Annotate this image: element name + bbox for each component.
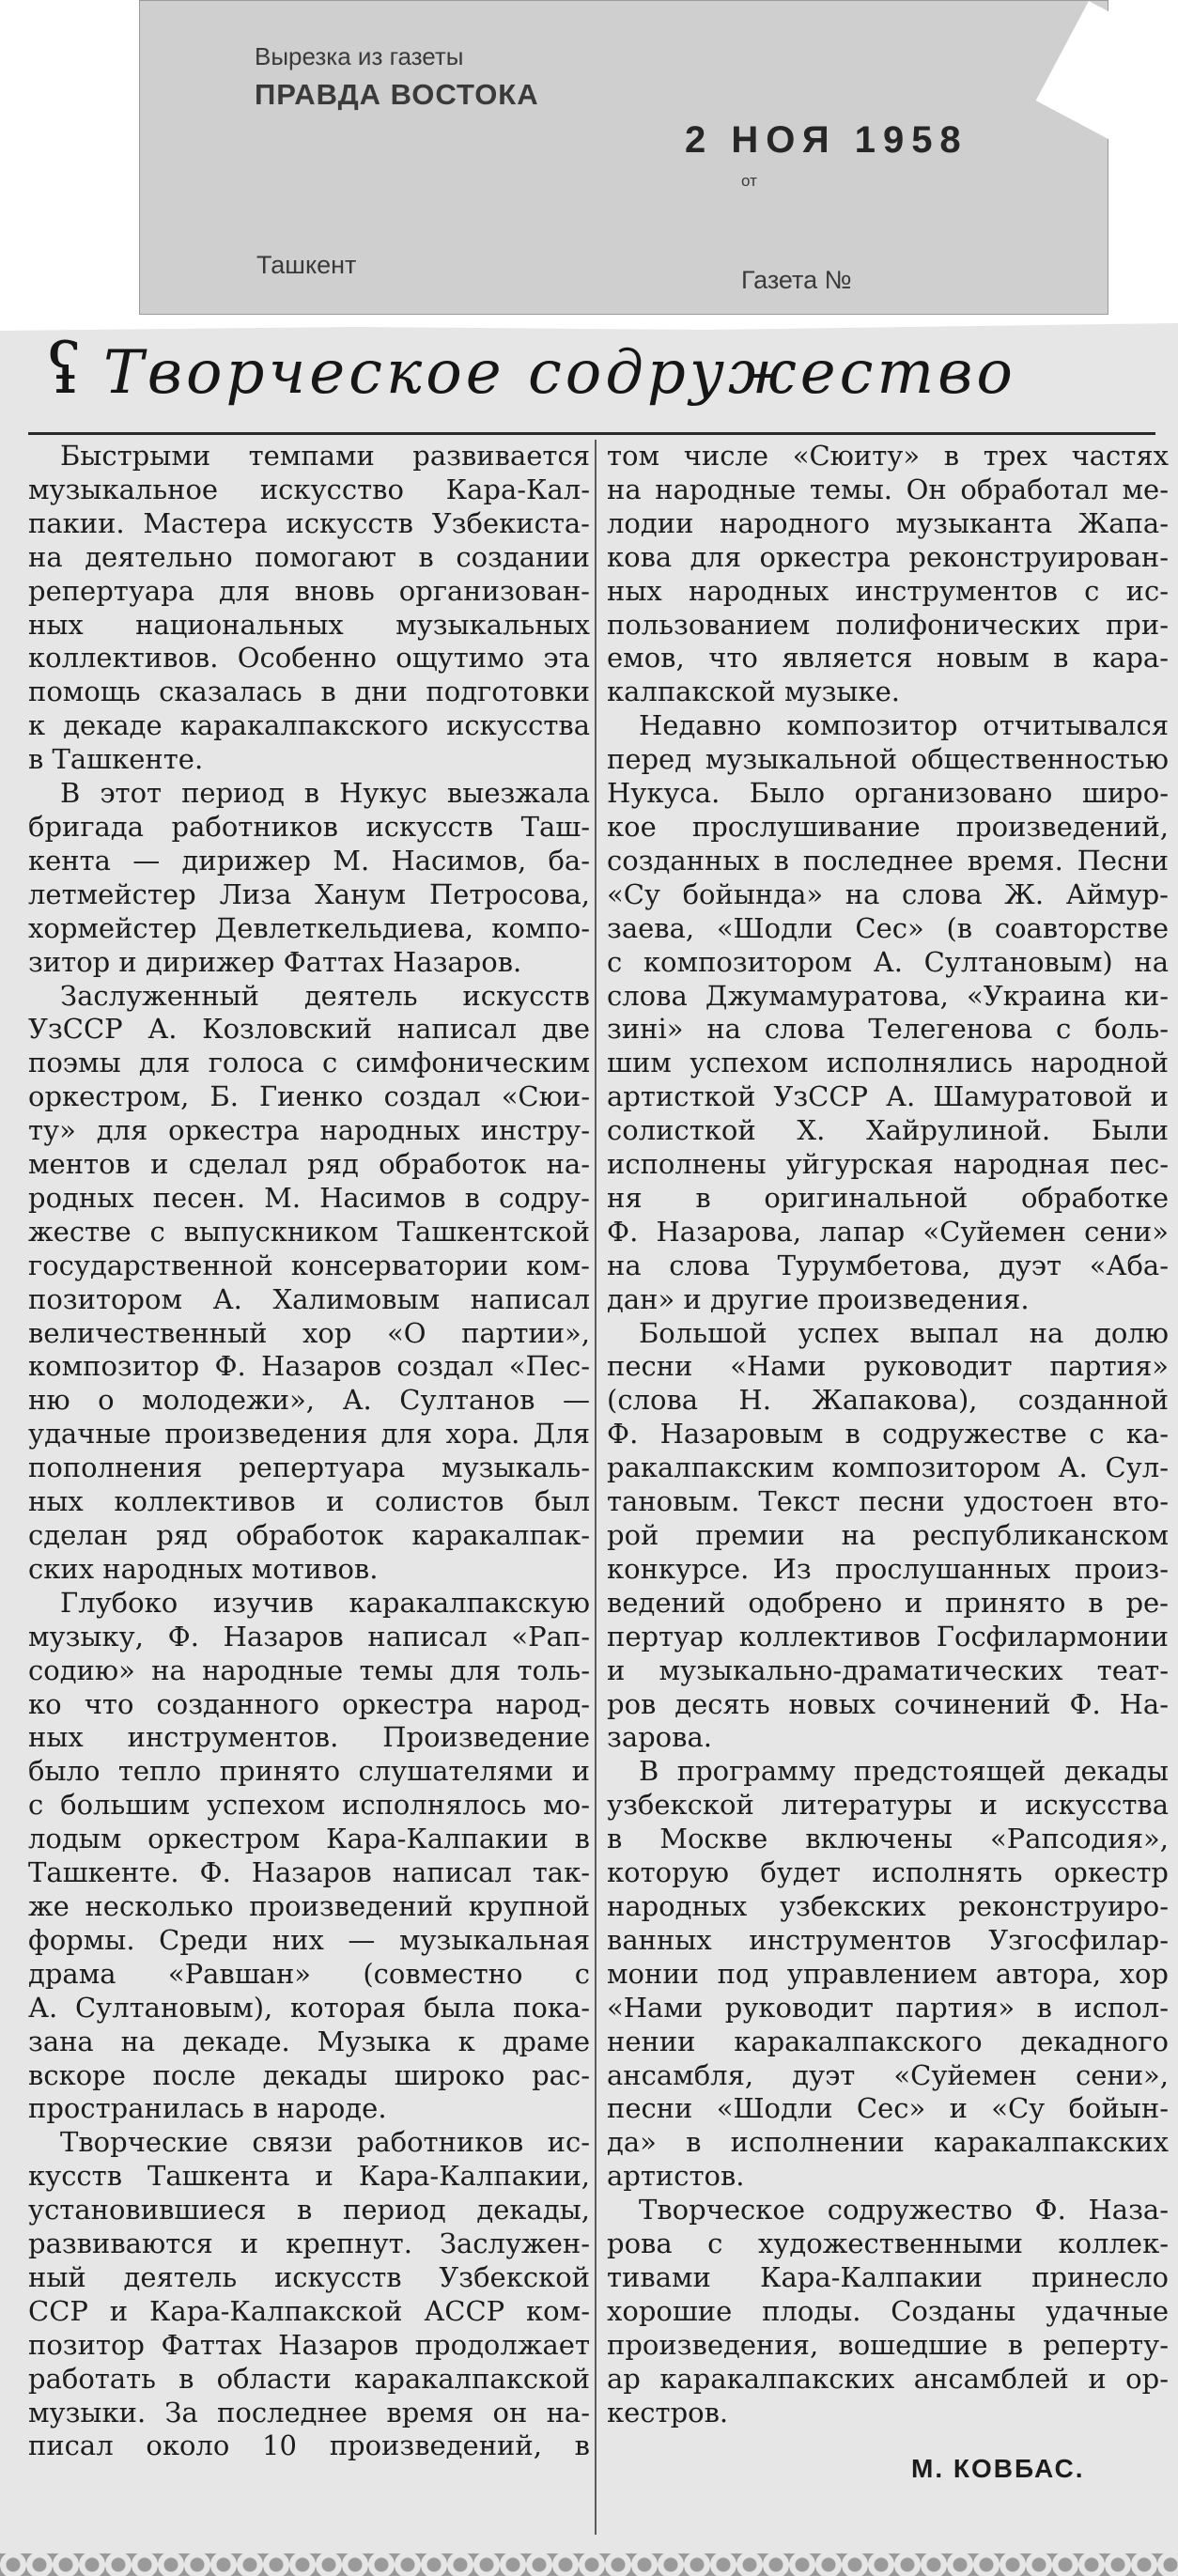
article-line: помощь сказалась в дни подготовки [28, 675, 590, 708]
article-line: формы. Среди них — музыкальная [28, 1923, 590, 1956]
article-line: шим успехом исполнялись народной [607, 1047, 1169, 1079]
article-line: произведения, вошедшие в реперту- [607, 2328, 1169, 2361]
article-line: позитор Фаттах Назаров продолжает [28, 2328, 590, 2361]
article-line: дан» и другие произведения. [607, 1282, 1030, 1315]
clipping-label: Вырезка из газеты [255, 42, 464, 70]
article-line: репертуара для вновь организован- [28, 574, 590, 607]
headline-ornament-icon: ʢ [45, 329, 83, 410]
column-divider [595, 440, 597, 2535]
date-stamp: 2 НОЯ 1958 [685, 119, 969, 161]
article-line: Творческие связи работников ис- [60, 2126, 590, 2159]
article-line: ту» для оркестра народных инстру- [28, 1114, 590, 1147]
article-line: коллективов. Особенно ощутимо эта [28, 642, 590, 675]
article-author: М. КОВБАС. [911, 2454, 1085, 2483]
article-line: на деятельно помогают в создании [28, 540, 590, 573]
article-line: музыки. За последнее время он на- [28, 2396, 590, 2429]
article-line: ров десять новых сочинений Ф. На- [607, 1687, 1169, 1720]
article-line: узбекской литературы и искусства [607, 1789, 1169, 1822]
article-line: кова для оркестра реконструирован- [607, 540, 1169, 573]
article-line: «Су бойында» на слова Ж. Аймур- [607, 877, 1169, 910]
article-line: Большой успех выпал на долю [639, 1316, 1169, 1349]
article-line: ведений одобрено и принято в ре- [607, 1586, 1169, 1619]
article-column-left [28, 440, 590, 2463]
newspaper-clipping [0, 321, 1178, 2576]
article-line: с композитором А. Султановым) на [607, 945, 1169, 978]
article-line: на слова Турумбетова, дуэт «Аба- [607, 1249, 1169, 1281]
article-line: ных коллективов и солистов был [28, 1485, 590, 1518]
from-label: от [741, 172, 757, 190]
article-line: (слова Н. Жапакова), созданной [607, 1384, 1169, 1417]
article-line: летмейстер Лиза Ханум Петросова, [28, 877, 590, 910]
article-line: тановым. Текст песни удостоен вто- [607, 1485, 1169, 1518]
article-line: да» в исполнении каракалпакских [607, 2126, 1169, 2159]
article-line: ных инструментов. Произведение [28, 1721, 590, 1754]
article-line: удачные произведения для хора. Для [28, 1418, 590, 1451]
article-line: тивами Кара-Калпакии принесло [607, 2260, 1169, 2293]
article-line: на народные темы. Он обработал ме- [607, 473, 1169, 505]
article-line: же несколько произведений крупной [28, 1889, 590, 1922]
article-line: вскоре после декады широко рас- [28, 2058, 590, 2091]
article-line: работать в области каракалпакской [28, 2362, 590, 2395]
article-line: ских народных мотивов. [28, 1552, 379, 1585]
article-line: рой премии на республиканском [607, 1519, 1169, 1551]
article-line: кестров. [607, 2396, 729, 2429]
article-line: Заслуженный деятель искусств [60, 979, 590, 1012]
article-line: пертуар коллективов Госфилармонии [607, 1620, 1169, 1653]
article-line: драма «Равшан» (совместно с [28, 1957, 590, 1990]
article-line: зитор и дирижер Фаттах Назаров. [28, 945, 522, 978]
article-line: музыкальное искусство Кара-Кал- [28, 473, 590, 505]
article-line: нении каракалпакского декадного [607, 2025, 1169, 2057]
article-line: государственной консерватории ком- [28, 1249, 590, 1281]
article-line: ко что созданного оркестра народ- [28, 1687, 590, 1720]
article-line: писал около 10 произведений, в [28, 2429, 590, 2462]
article-line: жестве с выпускником Ташкентской [28, 1215, 590, 1248]
article-line: к декаде каракалпакского искусства [28, 709, 590, 742]
article-line: рова с художественными коллек- [607, 2227, 1169, 2260]
article-line: пользованием полифонических при- [607, 608, 1169, 641]
article-line: ансамбля, дуэт «Суйемен сени», [607, 2058, 1169, 2091]
article-line: в Ташкенте. [28, 743, 204, 776]
article-line: и музыкально-драматических теат- [607, 1653, 1169, 1686]
article-line: величественный хор «О партии», [28, 1316, 590, 1349]
article-line: исполнены уйгурская народная пес- [607, 1148, 1169, 1181]
article-line: ар каракалпакских ансамблей и ор- [607, 2362, 1169, 2395]
article-line: народных узбекских реконструиро- [607, 1889, 1169, 1922]
article-line: песни «Шодли Сес» и «Су бойын- [607, 2092, 1169, 2125]
torn-corner [1036, 1, 1178, 179]
article-line: ня в оригинальной обработке [607, 1181, 1169, 1214]
article-line: бригада работников искусств Таш- [28, 810, 590, 843]
article-line: сделан ряд обработок каракалпак- [28, 1519, 590, 1551]
torn-bottom-edge [0, 2553, 1178, 2576]
article-line: родных песен. М. Насимов в содру- [28, 1181, 590, 1214]
gazeta-number-label: Газета № [741, 266, 852, 294]
article-line: ССР и Кара-Калпакской АССР ком- [28, 2294, 590, 2327]
article-line: слова Джумамуратова, «Украина ки- [607, 979, 1169, 1012]
article-line: А. Султановым), которая была пока- [28, 1991, 590, 2024]
article-line: ванных инструментов Узгосфилар- [607, 1923, 1169, 1956]
article-line: артистов. [607, 2160, 745, 2193]
article-title: Творческое содружество [103, 338, 1016, 408]
article-line: зана на декаде. Музыка к драме [28, 2025, 590, 2057]
article-column-right [607, 440, 1169, 2429]
torn-top-edge [0, 321, 1178, 331]
article-line: зарова. [607, 1721, 712, 1754]
article-line: пополнения репертуара музыкаль- [28, 1451, 590, 1484]
city-label: Ташкент [256, 251, 357, 279]
article-line: ментов и сделал ряд обработок на- [28, 1148, 590, 1181]
article-line: солисткой Х. Хайрулиной. Были [607, 1114, 1169, 1147]
article-line: поэмы для голоса с симфоническим [28, 1047, 590, 1079]
newspaper-name: ПРАВДА ВОСТОКА [255, 78, 539, 111]
article-line: Недавно композитор отчитывался [639, 709, 1169, 742]
article-line: зинi» на слова Телегенова с боль- [607, 1013, 1169, 1046]
article-line: было тепло принято слушателями и [28, 1755, 590, 1788]
article-line: монии под управлением автора, хор [607, 1957, 1169, 1990]
article-line: В этот период в Нукус выезжала [60, 777, 590, 810]
article-line: ных национальных музыкальных [28, 608, 590, 641]
article-line: установившиеся в период декады, [28, 2194, 590, 2227]
article-line: емов, что является новым в кара- [607, 642, 1169, 675]
article-line: Нукуса. Было организовано широ- [607, 777, 1169, 810]
article-line: композитор Ф. Назаров создал «Пес- [28, 1350, 590, 1383]
article-line: Быстрыми темпами развивается [60, 440, 590, 472]
article-line: кое прослушивание произведений, [607, 810, 1169, 843]
article-line: лодым оркестром Кара-Калпакии в [28, 1823, 590, 1855]
article-line: ных народных инструментов с ис- [607, 574, 1169, 607]
article-line: пространилась в народе. [28, 2092, 387, 2125]
article-line: лодии народного музыканта Жапа- [607, 506, 1169, 539]
article-line: позитором А. Халимовым написал [28, 1282, 590, 1315]
article-line: Ф. Назаровым в содружестве с ка- [607, 1418, 1169, 1451]
article-line: музыку, Ф. Назаров написал «Рап- [28, 1620, 590, 1653]
article-line: ный деятель искусств Узбекской [28, 2260, 590, 2293]
article-line: Ташкенте. Ф. Назаров написал так- [28, 1856, 590, 1889]
article-line: развиваются и крепнут. Заслужен- [28, 2227, 590, 2260]
article-line: том числе «Сюиту» в трех частях [607, 440, 1169, 472]
article-line: кента — дирижер М. Насимов, ба- [28, 844, 590, 877]
article-line: пакии. Мастера искусств Узбекиста- [28, 506, 590, 539]
article-line: хорошие плоды. Созданы удачные [607, 2294, 1169, 2327]
article-line: заева, «Шодли Сес» (в соавторстве [607, 911, 1169, 944]
article-line: в Москве включены «Рапсодия», [607, 1823, 1169, 1855]
article-line: хормейстер Девлеткельдиева, компо- [28, 911, 590, 944]
article-line: «Нами руководит партия» в испол- [607, 1991, 1169, 2024]
article-line: В программу предстоящей декады [639, 1755, 1169, 1788]
article-line: конкурсе. Из прослушанных произ- [607, 1552, 1169, 1585]
article-line: которую будет исполнять оркестр [607, 1856, 1169, 1889]
article-line: ракалпакским композитором А. Сул- [607, 1451, 1169, 1484]
article-line: перед музыкальной общественностью [607, 743, 1169, 776]
article-line: ню о молодежи», А. Султанов — [28, 1384, 590, 1417]
clipping-service-card [139, 0, 1108, 315]
article-line: с большим успехом исполнялось мо- [28, 1789, 590, 1822]
article-line: кусств Ташкента и Кара-Калпакии, [28, 2160, 590, 2193]
article-line: содию» на народные темы для толь- [28, 1653, 590, 1686]
article-line: Творческое содружество Ф. Наза- [639, 2194, 1169, 2227]
article-line: оркестром, Б. Гиенко создал «Сюи- [28, 1080, 590, 1113]
article-line: песни «Нами руководит партия» [607, 1350, 1169, 1383]
title-divider [28, 432, 1155, 435]
article-line: УзССР А. Козловский написал две [28, 1013, 590, 1046]
article-line: артисткой УзССР А. Шамуратовой и [607, 1080, 1169, 1113]
article-line: созданных в последнее время. Песни [607, 844, 1169, 877]
article-line: Ф. Назарова, лапар «Суйемен сени» [607, 1215, 1169, 1248]
article-line: Глубоко изучив каракалпакскую [60, 1586, 590, 1619]
article-line: калпакской музыке. [607, 675, 900, 708]
